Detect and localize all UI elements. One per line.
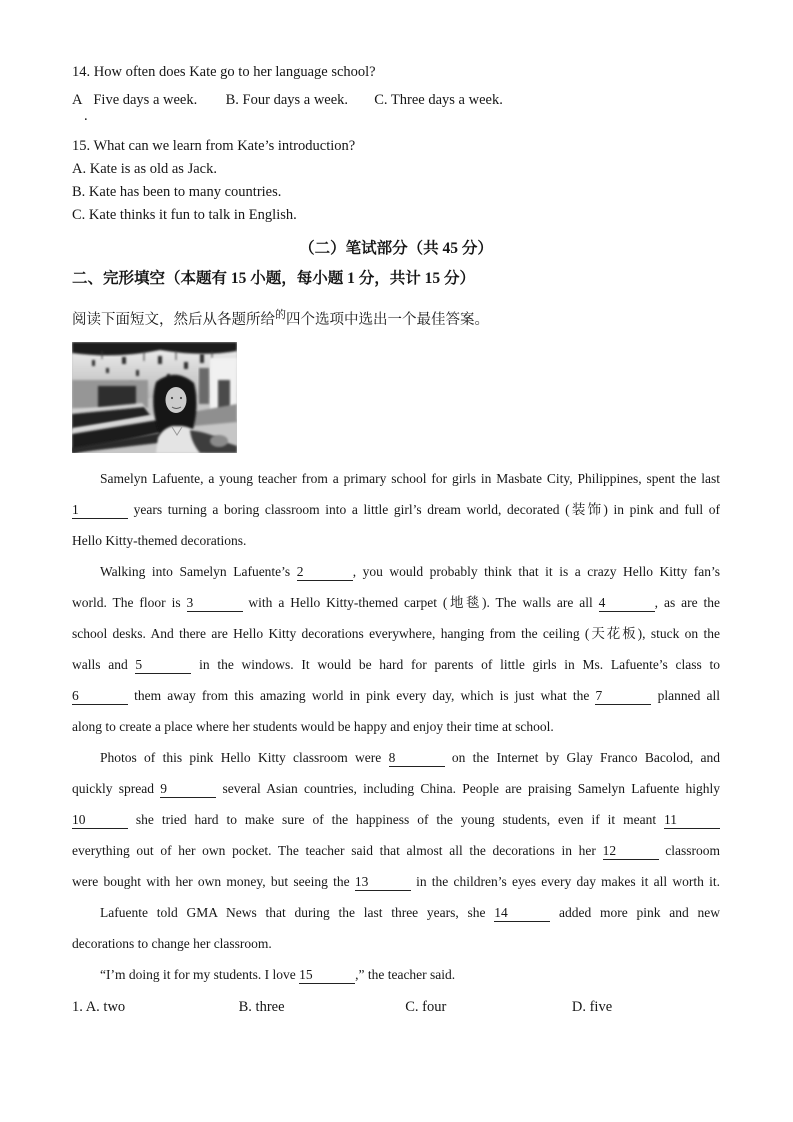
q15-option-a: A. Kate is as old as Jack. [72,161,217,177]
passage-line: 1 years turning a boring classroom into a little girl’s dream world, decorated (装饰) in pink and full of [72,502,720,517]
passage-line: Hello Kitty-themed decorations. [72,533,247,548]
passage-paragraph-4 [72,897,720,959]
cloze1-option-c: C. four [405,999,447,1015]
q14-option-c: C. Three days a week. [374,92,503,108]
q15-option-c: C. Kate thinks it fun to talk in English. [72,207,297,223]
q15-option-b: B. Kate has been to many countries. [72,184,282,200]
passage-line: 10 she tried hard to make sure of the happiness of the young students, even if it meant 11 [72,804,720,835]
passage-line: Lafuente told GMA News that during the last three years, she 14 added more pink and new [100,905,720,920]
q14-option-b: B. Four days a week. [225,92,349,108]
cloze-blank-1: 1 [72,502,128,519]
passage-line: 6 them away from this amazing world in pink every day, which is just what the 7 planned all [72,688,720,703]
stray-period: . [84,108,88,124]
passage-line: “I’m doing it for my students. I love 15 ,” the teacher said. [100,967,456,982]
passage-line: Photos of this pink Hello Kitty classroom were 8 on the Internet by Glay Franco Bacolod, and [100,750,720,765]
cloze-blank-6: 6 [72,688,128,705]
passage-line: decorations to change her classroom. [72,936,272,951]
cloze1-option-d: D. five [571,999,613,1015]
cloze-question-1-options [72,992,720,1023]
superscript-char: 的 [275,309,286,321]
written-section-title: （二）笔试部分（共 45 分） [299,240,493,257]
question-15: 15. What can we learn from Kate’s introduction? [72,138,356,154]
cloze1-option-a: 1. A. two [72,999,126,1015]
cloze-blank-13: 13 [355,874,411,891]
cloze-section-title: 二、完形填空（本题有 15 小题，每小题 1 分，共计 15 分） [72,270,476,287]
passage-line: Walking into Samelyn Lafuente’s 2 , you would probably think that it is a crazy Hello Kitty fan’s [100,564,720,579]
cloze-blank-12: 12 [603,843,659,860]
cloze-blank-9: 9 [160,781,216,798]
passage-line: world. The floor is 3 with a Hello Kitty-themed carpet (地毯). The walls are all 4 , as are the [72,595,720,610]
passage-paragraph-5 [72,959,720,990]
passage-line: Samelyn Lafuente, a young teacher from a primary school for girls in Masbate City, Philippines, spent the last [100,471,720,486]
cloze-blank-7: 7 [595,688,651,705]
cloze-blank-14: 14 [494,905,550,922]
passage-line: were bought with her own money, but seeing the 13 in the children’s eyes every day makes it all worth it. [72,874,720,889]
passage-paragraph-2 [72,556,720,742]
passage-line: everything out of her own pocket. The teacher said that almost all the decorations in her 12 classroom [72,843,720,858]
cloze-blank-11: 11 [664,812,720,829]
cloze-blank-4: 4 [599,595,655,612]
cloze-blank-2: 2 [297,564,353,581]
cloze-passage [72,463,720,990]
cloze-blank-15: 15 [299,967,355,984]
classroom-photo [72,342,237,453]
passage-paragraph-1 [72,463,720,556]
classroom-photo-graphic [72,342,237,453]
cloze1-option-b: B. three [238,999,285,1015]
question-14: 14. How often does Kate go to her language school? [72,64,376,80]
cloze-blank-10: 10 [72,812,128,829]
exam-page [72,60,720,1023]
cloze-blank-3: 3 [187,595,243,612]
question-14-options [72,88,720,112]
passage-line: quickly spread 9 several Asian countries, including China. People are praising Samelyn Lafuente highly [72,781,720,796]
passage-paragraph-3 [72,742,720,897]
cloze-instruction: 阅读下面短文，然后从各题所给$^的$四个选项中选出一个最佳答案。 [72,309,489,328]
q14-option-a: A Five days a week. [72,92,198,108]
cloze-blank-8: 8 [389,750,445,767]
passage-line: walls and 5 in the windows. It would be hard for parents of little girls in Ms. Lafuente’s class to [72,657,720,672]
passage-line: school desks. And there are Hello Kitty decorations everywhere, hanging from the ceiling (天花板), stuck on the [72,626,720,641]
passage-line: along to create a place where her students would be happy and enjoy their time at school. [72,719,554,734]
cloze-blank-5: 5 [135,657,191,674]
